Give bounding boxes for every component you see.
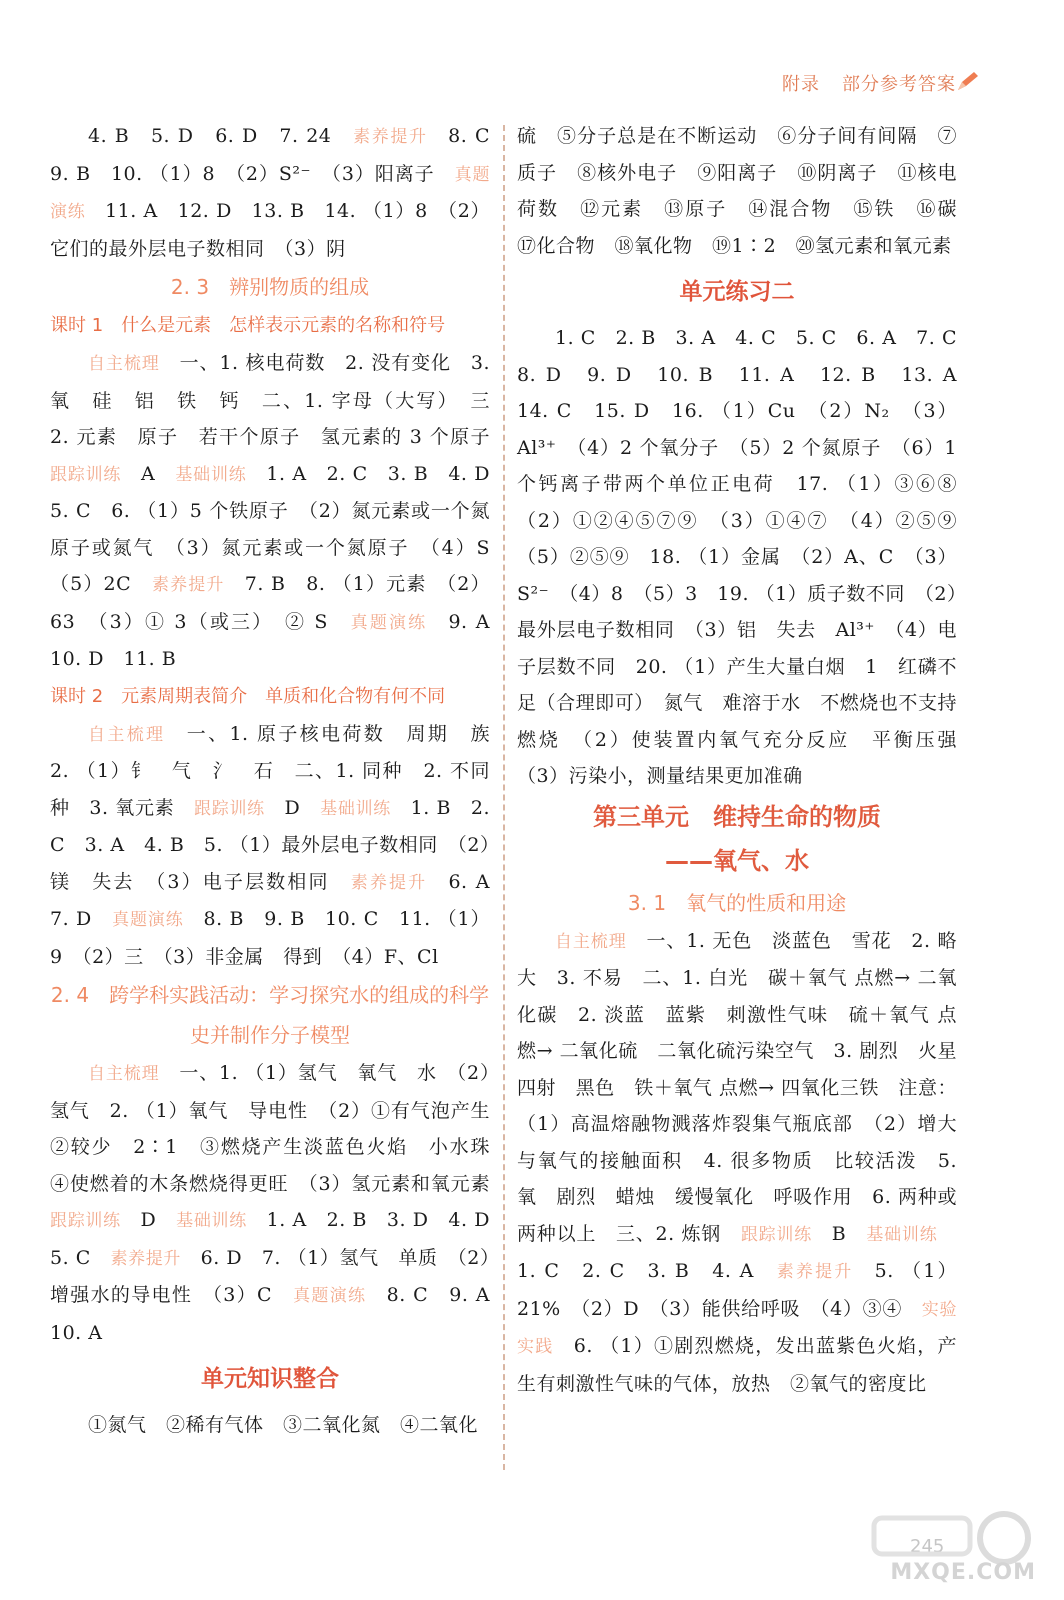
answer-text: 6. （1）①剧烈燃烧，发出蓝紫色火焰，产生有刺激性气味的气体，放热 ②氧气的密度比 bbox=[517, 1335, 957, 1395]
category-tag: 自主梳理 bbox=[88, 1064, 160, 1084]
answer-text: 6. A 7. D bbox=[50, 870, 510, 930]
answer-text: 一、1. （1）氢气 氧气 水 （2）氢气 2. （1）氧气 导电性 （2）①有气泡产生 ②较少 2∶1 ③燃烧产生淡蓝色火焰 小水珠 ④使燃着的木条燃烧得更旺 （3）氢元素和氧元素 bbox=[50, 1062, 510, 1195]
answer-paragraph bbox=[50, 1407, 490, 1444]
category-tag: 真题演练 bbox=[293, 1286, 367, 1306]
answer-text: 1. B 2. C 3. A 4. B 5. （1）最外层电子数相同 （2）镁 失去 （3）电子层数相同 bbox=[50, 796, 491, 893]
category-tag: 跟踪训练 bbox=[740, 1224, 812, 1245]
category-tag: 基础训练 bbox=[320, 798, 391, 819]
answer-text: 5. （1）21% （2）D （3）能供给呼吸 （4）③④ bbox=[517, 1260, 957, 1320]
answer-text: 1. C 2. B 3. A 4. C 5. C 6. A 7. C 8. D 9. D 10. B 11. A 12. B 13. A 14. C 15. D 16. （1）Cu （2）N₂ （3）Al³⁺ （4）2 个氧分子 （5）2 个氮原子 （6）1 个钙离子带两个单位正电荷 17. （1）③⑥⑧ （2）①②④⑤⑦⑨ （3）①④⑦ （4）②⑤⑨ （5）②⑤⑨ 18. （1）金属 （2）A、C （3）S²⁻ （4）8 （5）3 19. （1）质子数不同 （2）最外层电子数相同 （3）铝 失去 Al³⁺ （4）电子层数不同 20. （1）产生大量白烟 1 红磷不足（合理即可） 氮气 难溶于水 不燃烧也不支持燃烧 （2）使装置内氧气充分反应 平衡压强 （3）污染小，测量结果更加准确 bbox=[517, 327, 977, 787]
answer-text: 8. C 9. A 10. A bbox=[50, 1284, 510, 1344]
answer-text: 7. B 8. （1）元素 （2）63 （3）① 3（或三） ② S bbox=[50, 573, 491, 633]
page-number: 245 bbox=[910, 1536, 945, 1557]
category-tag: 真题演练 bbox=[112, 910, 184, 930]
answer-paragraph bbox=[517, 320, 977, 795]
category-tag: 素养提升 bbox=[110, 1248, 181, 1269]
header-section: 附录 bbox=[782, 74, 820, 95]
header-title: 部分参考答案 bbox=[842, 74, 956, 95]
watermark-text: MXQE.COM bbox=[890, 1560, 1036, 1585]
reaction-condition: 点燃→ bbox=[854, 967, 911, 989]
section-heading: 3. 1 氧气的性质和用途 bbox=[627, 890, 847, 915]
answer-text: 1. C 2. C 3. B 4. A bbox=[517, 1222, 957, 1282]
page-header bbox=[782, 70, 956, 96]
answer-paragraph bbox=[517, 923, 957, 1403]
category-tag: 基础训练 bbox=[176, 1211, 247, 1231]
category-tag: 自主梳理 bbox=[88, 724, 166, 745]
answer-text: 1. A 2. B 3. D 4. D 5. C bbox=[50, 1209, 510, 1269]
category-tag: 自主梳理 bbox=[555, 931, 627, 952]
category-tag: 真题演练 bbox=[50, 164, 490, 222]
chapter-heading: 第三单元 维持生命的物质 bbox=[593, 802, 881, 831]
chapter-heading: ——氧气、水 bbox=[665, 846, 809, 875]
column-divider bbox=[503, 125, 505, 1470]
unit-heading: 单元知识整合 bbox=[201, 1366, 339, 1392]
category-tag: 素养提升 bbox=[350, 872, 428, 893]
answer-text: B bbox=[812, 1222, 867, 1245]
category-tag: 自主梳理 bbox=[88, 354, 160, 374]
answer-text: 6. D 7. （1）氢气 单质 （2）增强水的导电性 （3）C bbox=[50, 1246, 491, 1306]
category-tag: 素养提升 bbox=[151, 575, 225, 595]
category-tag: 跟踪训练 bbox=[50, 464, 122, 485]
answer-text: D bbox=[120, 1209, 177, 1231]
right-column bbox=[517, 118, 977, 1402]
category-tag: 素养提升 bbox=[776, 1262, 854, 1282]
answer-text: 8. B 9. B 10. C 11. （1）9 （2）三 （3）非金属 得到 （4）F、Cl bbox=[50, 908, 491, 968]
category-tag: 基础训练 bbox=[175, 464, 247, 485]
answer-text: 硫 ⑤分子总是在不断运动 ⑥分子间有间隔 ⑦质子 ⑧核外电子 ⑨阳离子 ⑩阴离子 ⑪核电荷数 ⑫元素 ⑬原子 ⑭混合物 ⑮铁 ⑯碳 ⑰化合物 ⑱氧化物 ⑲1∶2 ⑳氢元素和氧元素 bbox=[517, 125, 977, 257]
category-tag: 真题演练 bbox=[350, 612, 428, 633]
pencil-icon bbox=[954, 70, 980, 92]
answer-paragraph bbox=[517, 118, 977, 264]
answer-paragraph bbox=[50, 345, 510, 678]
answer-paragraph bbox=[50, 1055, 510, 1351]
category-tag: 跟踪训练 bbox=[194, 798, 265, 819]
answer-text: 一、1. 无色 淡蓝色 雪花 2. 略大 3. 不易 二、1. 白光 碳＋氧气 bbox=[517, 929, 958, 989]
answer-paragraph bbox=[50, 118, 510, 267]
answer-paragraph bbox=[50, 716, 510, 976]
section-heading: 2. 4 跨学科实践活动：学习探究水的组成的科学史并制作分子模型 bbox=[50, 983, 490, 1047]
lesson-heading: 课时 1 什么是元素 怎样表示元素的名称和符号 bbox=[50, 315, 446, 336]
category-tag: 基础训练 bbox=[866, 1224, 938, 1245]
answer-text: D bbox=[264, 796, 321, 819]
category-tag: 跟踪训练 bbox=[50, 1211, 121, 1231]
answer-text: A bbox=[121, 462, 176, 485]
unit-heading: 单元练习二 bbox=[679, 279, 795, 305]
answer-text: 1. A 2. C 3. B 4. D 5. C 6. （1）5 个铁原子 （2）氮元素或一个氮原子或氮气 （3）氮元素或一个氮原子 （4）S （5）2C bbox=[50, 462, 510, 595]
answer-text: 4. B 5. D 6. D 7. 24 bbox=[88, 125, 354, 147]
category-tag: 素养提升 bbox=[353, 127, 428, 147]
answer-text: 四氧化三铁 注意：（1）高温熔融物溅落炸裂集气瓶底部 （2）增大与氧气的接触面积 4. 很多物质 比较活泼 5. 氧 剧烈 蜡烛 缓慢氧化 呼吸作用 6. 两种或两种以上 三、2. 炼钢 bbox=[517, 1076, 958, 1245]
left-column bbox=[50, 118, 510, 1444]
lesson-heading: 课时 2 元素周期表简介 单质和化合物有何不同 bbox=[50, 685, 446, 707]
answer-text: ①氮气 ②稀有气体 ③二氧化氮 ④二氧化 bbox=[88, 1414, 479, 1436]
answer-text: 二氧化硫 二氧化硫污染空气 3. 剧烈 火星四射 黑色 铁＋氧气 bbox=[517, 1040, 958, 1099]
section-heading: 2. 3 辨别物质的组成 bbox=[170, 275, 370, 299]
reaction-condition: 点燃→ bbox=[719, 1076, 775, 1099]
answer-text: 一、1. 核电荷数 2. 没有变化 3. 氧 硅 铝 铁 钙 二、1. 字母（大写） 三 2. 元素 原子 若干个原子 氢元素的 3 个原子 bbox=[50, 352, 510, 448]
answer-text: 一、1. 原子核电荷数 周期 族 2. （1）钅 气 氵 石 二、1. 同种 2. 不同种 3. 氧元素 bbox=[50, 722, 510, 819]
reaction-condition: 点燃→ bbox=[517, 1003, 957, 1062]
answer-text: 二氧化碳 2. 淡蓝 蓝紫 刺激性气味 硫＋氧气 bbox=[517, 967, 957, 1026]
answer-text: 11. A 12. D 13. B 14. （1）8 （2）它们的最外层电子数相同 （3）阴 bbox=[50, 200, 490, 260]
category-tag: 实验实践 bbox=[517, 1299, 958, 1357]
answer-text: 9. A 10. D 11. B bbox=[50, 610, 510, 670]
answer-text: 8. C 9. B 10. （1）8 （2）S²⁻ （3）阳离子 bbox=[50, 125, 510, 185]
